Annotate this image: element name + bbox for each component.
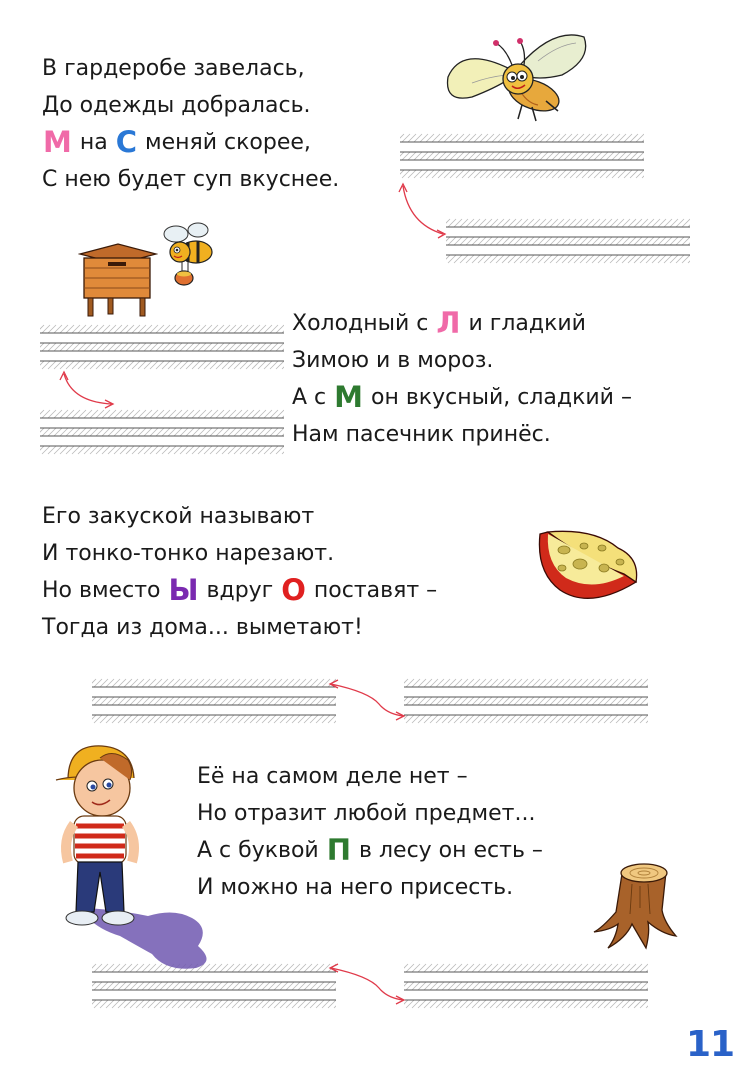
poem-line: [42, 87, 339, 124]
poem-line: [42, 609, 437, 646]
poem-line: [197, 869, 543, 906]
poem-text: Её на самом деле нет –: [197, 764, 468, 789]
poem-text: Но отразит любой предмет...: [197, 801, 536, 826]
poem-text: на: [72, 130, 115, 155]
poem-line: [197, 795, 543, 832]
writing-line-3b[interactable]: [404, 677, 648, 725]
highlighted-letter: О: [281, 573, 306, 607]
poem-text: И тонко-тонко нарезают.: [42, 541, 335, 566]
highlighted-letter: Ы: [168, 573, 199, 607]
poem-text: Зимою и в мороз.: [292, 348, 494, 373]
poem-text: и гладкий: [461, 311, 586, 336]
stump-illustration: [592, 858, 692, 950]
poem-line: [292, 342, 632, 379]
writing-line-2a[interactable]: [40, 323, 284, 371]
highlighted-letter: С: [115, 125, 138, 159]
poem-text: А с буквой: [197, 838, 326, 863]
poem-line: [292, 379, 632, 416]
poem-line: [42, 535, 437, 572]
poem-text: меняй скорее,: [138, 130, 311, 155]
poem-text: И можно на него присесть.: [197, 875, 514, 900]
arrow-connector-1: [395, 180, 455, 240]
cheese-illustration: [532, 520, 644, 608]
highlighted-letter: Л: [436, 306, 461, 340]
highlighted-letter: М: [334, 380, 363, 414]
poem-text: поставят –: [306, 578, 438, 603]
poem-line: [42, 124, 339, 161]
riddle-3-text: [42, 498, 437, 646]
writing-line-2b[interactable]: [40, 408, 284, 456]
poem-text: в лесу он есть –: [352, 838, 543, 863]
arrow-connector-3: [325, 676, 409, 722]
poem-text: вдруг: [199, 578, 281, 603]
riddle-2-text: [292, 305, 632, 453]
poem-line: [42, 50, 339, 87]
beehive-illustration: [78, 240, 158, 318]
riddle-4-text: [197, 758, 543, 906]
highlighted-letter: М: [43, 125, 72, 159]
riddle-1-text: [42, 50, 339, 198]
poem-text: Но вместо: [42, 578, 168, 603]
poem-line: [292, 416, 632, 453]
poem-line: [42, 161, 339, 198]
writing-line-1a[interactable]: [400, 132, 644, 180]
highlighted-letter: П: [326, 833, 352, 867]
poem-text: Его закуской называют: [42, 504, 315, 529]
poem-text: С нею будет суп вкуснее.: [42, 167, 340, 192]
arrow-connector-2: [58, 368, 118, 410]
poem-text: Холодный с: [292, 311, 436, 336]
arrow-connector-4: [325, 960, 409, 1006]
poem-text: До одежды добралась.: [42, 93, 311, 118]
poem-text: он вкусный, сладкий –: [364, 385, 632, 410]
poem-line: [292, 305, 632, 342]
poem-line: [197, 832, 543, 869]
poem-line: [42, 498, 437, 535]
poem-line: [42, 572, 437, 609]
writing-line-4b[interactable]: [404, 962, 648, 1010]
poem-line: [197, 758, 543, 795]
bee-illustration: [160, 220, 220, 290]
poem-text: В гардеробе завелась,: [42, 56, 305, 81]
page-number: 11: [686, 1024, 735, 1065]
boy-illustration: [48, 740, 238, 972]
poem-text: Тогда из дома... выметают!: [42, 615, 363, 640]
writing-line-1b[interactable]: [446, 217, 690, 265]
writing-line-3a[interactable]: [92, 677, 336, 725]
poem-text: Нам пасечник принёс.: [292, 422, 551, 447]
poem-text: А с: [292, 385, 334, 410]
moth-illustration: [442, 25, 592, 125]
